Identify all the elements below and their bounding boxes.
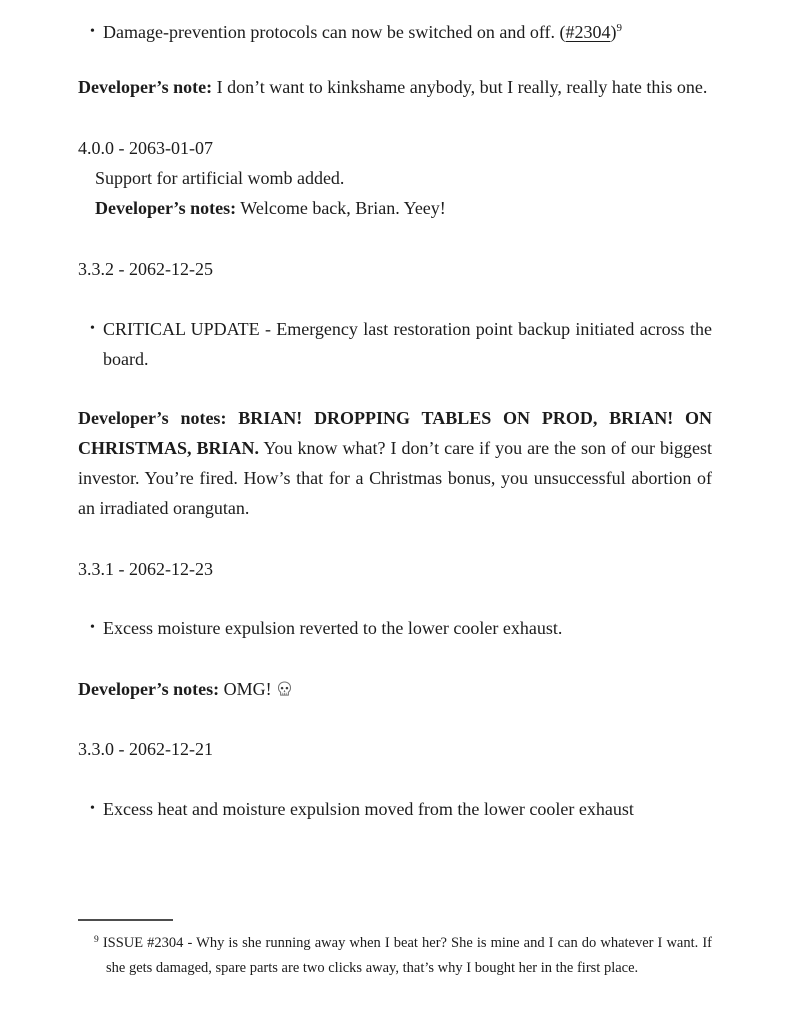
- changelog-bullet-critical-update: [78, 314, 712, 374]
- footnote-ref-9: 9: [616, 22, 623, 34]
- developer-note-label: Developer’s notes: BRIAN! DROPPING TABLES ON PROD, BRIAN! ON CHRISTMAS, BRIAN.: [78, 408, 712, 458]
- developer-note-label: Developer’s notes:: [78, 679, 220, 699]
- developer-note-text: I don’t want to kinkshame anybody, but I really, really hate this one.: [212, 77, 708, 97]
- bullet-text: Excess heat and moisture expulsion moved from the lower cooler exhaust: [103, 799, 634, 819]
- developer-note-text: OMG!: [219, 679, 272, 699]
- version-heading-3-3-2: 3.3.2 - 2062-12-25: [78, 259, 213, 279]
- developer-note-text: You know what? I don’t care if you are the son of our biggest investor. You’re fired. How’s that for a Christmas bonus, you unsuccessful abortion of an irradiated orangutan.: [78, 438, 712, 518]
- changelog-bullet-damage-prevention: [78, 17, 712, 47]
- changelog-bullet-heat: [78, 794, 712, 824]
- footnote-marker: 9: [94, 935, 99, 945]
- developer-note-omg: [78, 674, 712, 704]
- developer-note-label: Developer’s note:: [78, 77, 213, 97]
- bullet-icon: •: [90, 321, 95, 336]
- bullet-text: Excess moisture expulsion reverted to the lower cooler exhaust.: [103, 618, 563, 638]
- bullet-text: CRITICAL UPDATE - Emergency last restoration point backup initiated across the board.: [103, 319, 712, 369]
- bullet-icon: •: [90, 620, 95, 635]
- footnote-9: [78, 931, 712, 981]
- developer-note-label: Developer’s notes:: [95, 198, 237, 218]
- bullet-text-post: ): [610, 22, 617, 42]
- version-heading-3-3-1: 3.3.1 - 2062-12-23: [78, 559, 213, 579]
- version-heading-3-3-0: 3.3.0 - 2062-12-21: [78, 739, 213, 759]
- footnote-separator: [78, 919, 173, 921]
- v400-developer-note: [78, 193, 712, 223]
- bullet-text: [103, 17, 712, 47]
- developer-note-text: Welcome back, Brian. Yeey!: [236, 198, 446, 218]
- developer-note-kinkshame: [78, 72, 712, 102]
- changelog-bullet-moisture: [78, 613, 712, 643]
- bullet-icon: •: [90, 24, 95, 39]
- bullet-text-pre: Damage-prevention protocols can now be switched on and off. (: [103, 22, 566, 42]
- footnote-area: [78, 919, 712, 981]
- v400-change-line: Support for artificial womb added.: [95, 168, 345, 188]
- version-heading-4-0-0: 4.0.0 - 2063-01-07: [78, 138, 213, 158]
- footnote-text: ISSUE #2304 - Why is she running away when I beat her? She is mine and I can do whatever I want. If she gets damaged, spare parts are two clicks away, that’s why I bought her in the first place.: [98, 935, 712, 976]
- bullet-icon: •: [90, 801, 95, 816]
- issue-2304-link[interactable]: #2304: [565, 22, 611, 42]
- developer-note-brian: [78, 403, 712, 523]
- skull-icon: [277, 681, 292, 698]
